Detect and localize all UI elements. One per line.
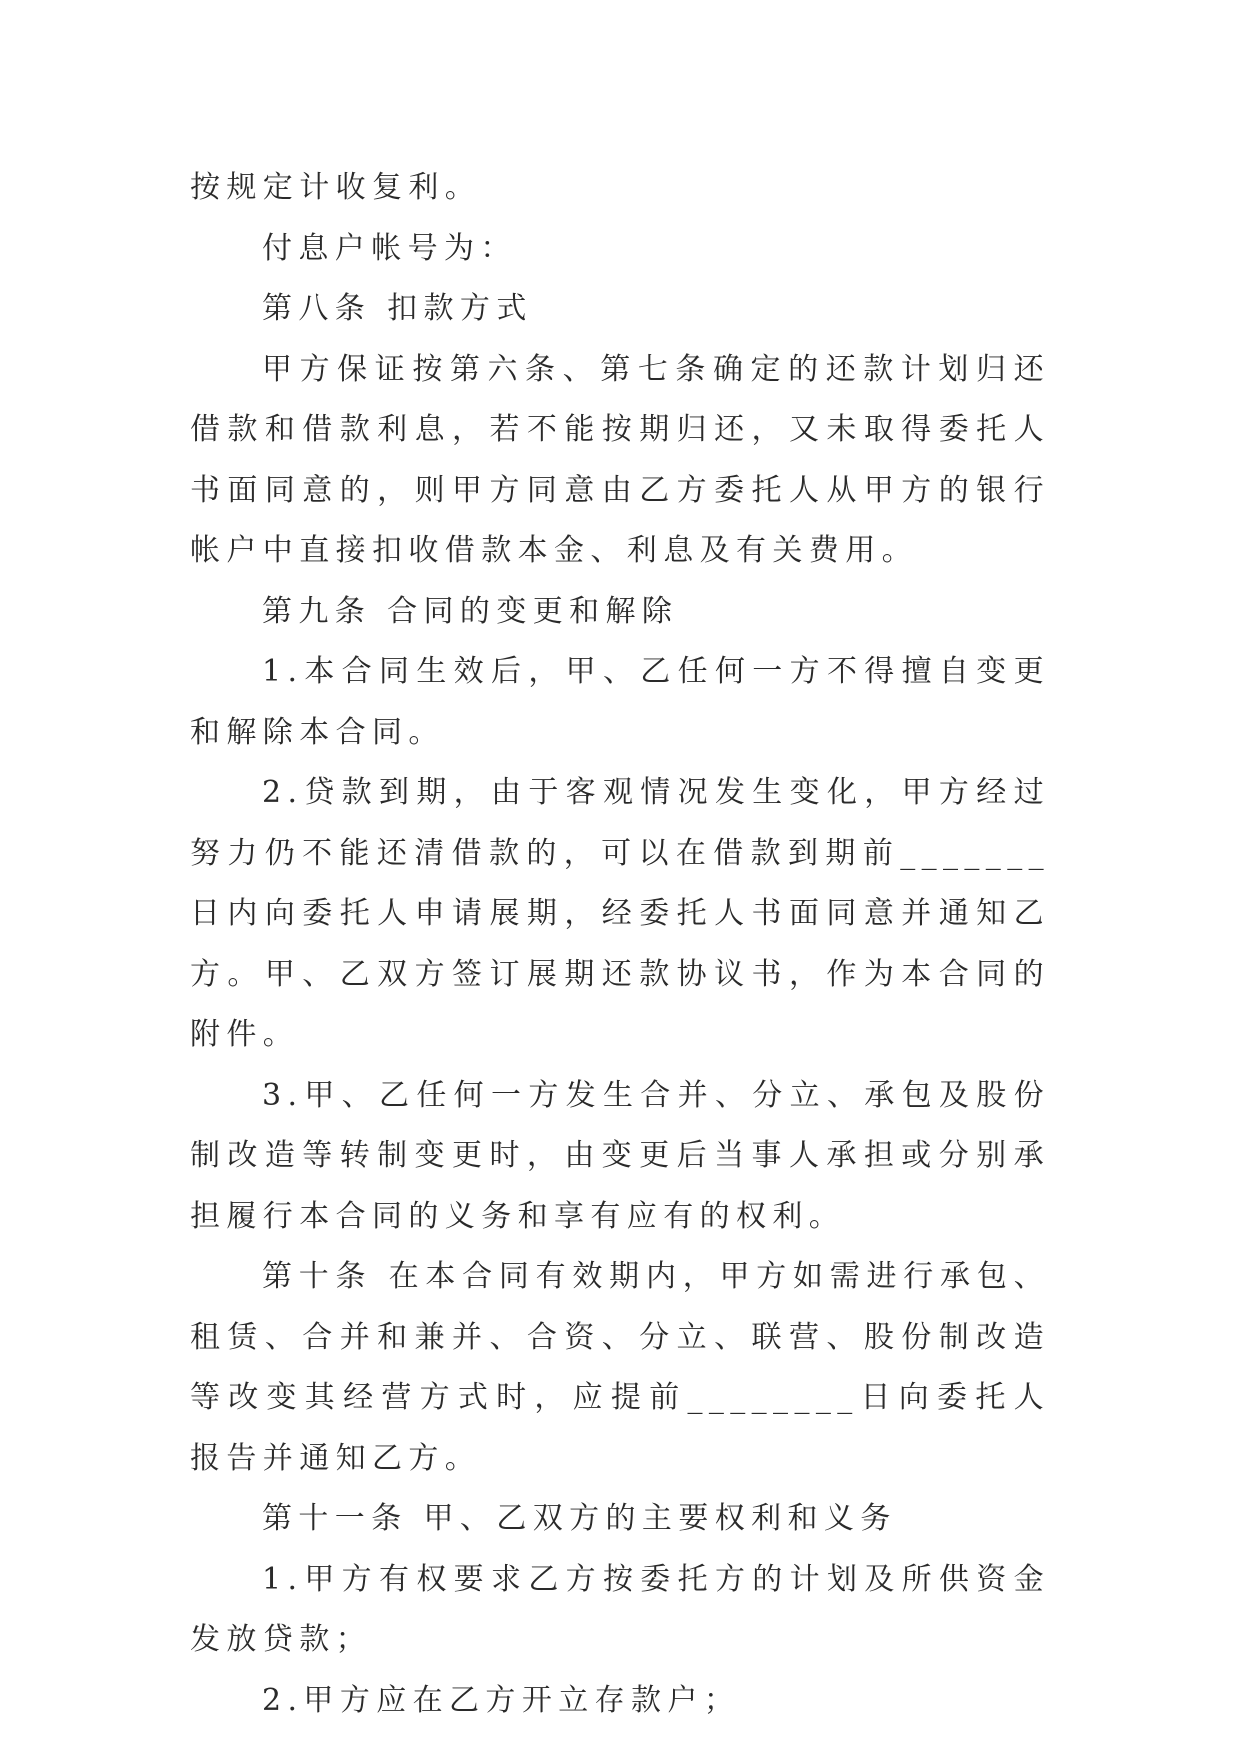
paragraph-compound-interest: 按规定计收复利。 [190,170,482,205]
paragraph-article-9-item-3: 3.甲、乙任何一方发生合并、分立、承包及股份制改造等转制变更时，由变更后当事人承担或分别承担履行本合同的义务和享有应有的权利。 [190,1077,1050,1234]
paragraph-article-11-item-1: 1.甲方有权要求乙方按委托方的计划及所供资金发放贷款； [190,1561,1050,1657]
paragraph-interest-account: 付息户帐号为： [262,230,517,266]
document-body [190,158,1050,1731]
paragraph-article-11-item-2: 2.甲方应在乙方开立存款户； [262,1682,741,1718]
paragraph-article-10: 第十条 在本合同有效期内，甲方如需进行承包、租赁、合并和兼并、合资、分立、联营、股份制改造等改变其经营方式时，应提前________日向委托人报告并通知乙方。 [190,1259,1050,1476]
heading-article-9: 第九条 合同的变更和解除 [262,593,679,629]
paragraph-article-9-item-1: 1.本合同生效后，甲、乙任何一方不得擅自变更和解除本合同。 [190,654,1050,750]
paragraph-deduction-method: 甲方保证按第六条、第七条确定的还款计划归还借款和借款利息，若不能按期归还，又未取得委托人书面同意的，则甲方同意由乙方委托人从甲方的银行帐户中直接扣收借款本金、利息及有关费用。 [190,351,1050,568]
paragraph-article-9-item-2: 2.贷款到期，由于客观情况发生变化，甲方经过努力仍不能还清借款的，可以在借款到期前_______日内向委托人申请展期，经委托人书面同意并通知乙方。甲、乙双方签订展期还款协议书，作为本合同的附件。 [190,775,1050,1052]
heading-article-8: 第八条 扣款方式 [262,291,533,326]
heading-article-11: 第十一条 甲、乙双方的主要权利和义务 [262,1501,897,1536]
